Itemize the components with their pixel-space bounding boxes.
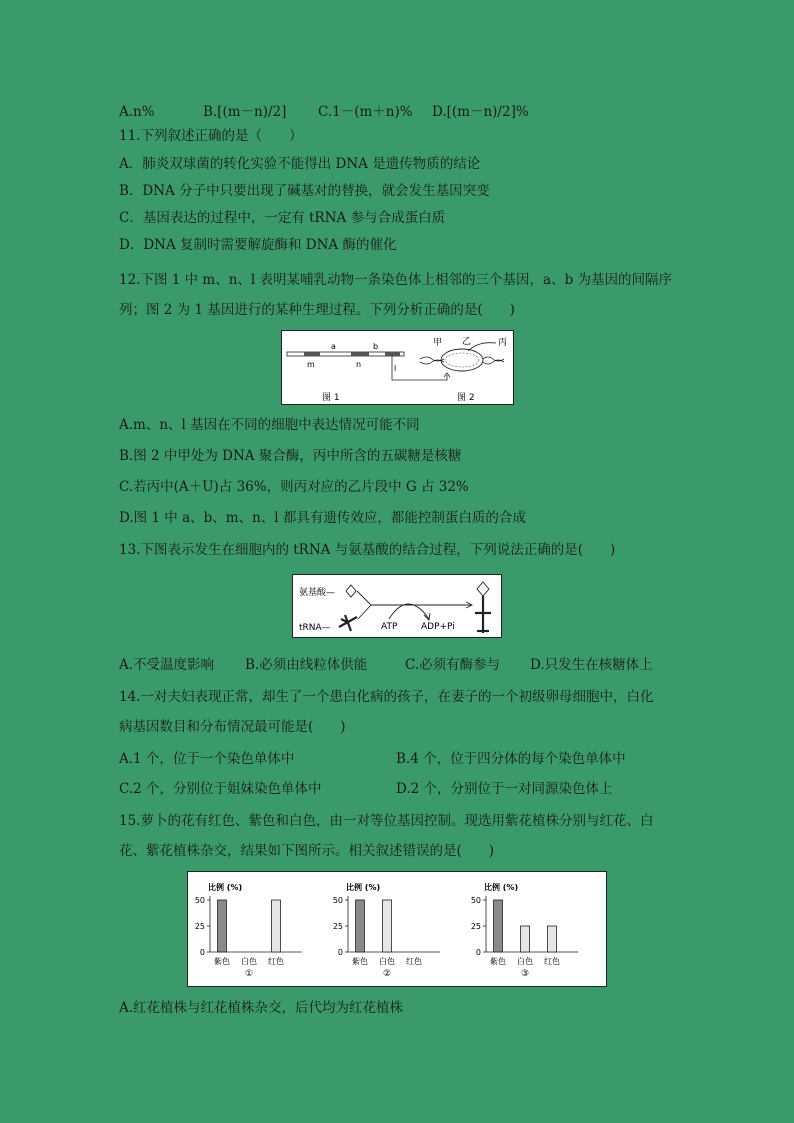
- y-tick-label: 50: [332, 896, 343, 905]
- chart-number-label: ②: [382, 969, 392, 979]
- bar-红色: [548, 926, 557, 952]
- y-axis-label: 比例 (%): [346, 883, 381, 892]
- q15-option-a: A.红花植株与红花植株杂交，后代均为红花植株: [119, 1000, 404, 1016]
- y-axis-label: 比例 (%): [208, 883, 243, 892]
- q15-stem-line2: 花、紫花植株杂交，结果如下图所示。相关叙述错误的是( ): [119, 843, 495, 859]
- bar-紫色: [494, 900, 503, 952]
- x-tick-label: 紫色: [352, 957, 368, 966]
- q15-stem-line1: 15.萝卜的花有红色、紫色和白色，由一对等位基因控制。现选用紫花植株分别与红花、白: [119, 813, 654, 829]
- q11-option-a: A．肺炎双球菌的转化实验不能得出 DNA 是遗传物质的结论: [119, 156, 481, 172]
- q13-stem: 13.下图表示发生在细胞内的 tRNA 与氨基酸的结合过程，下列说法正确的是( ): [119, 542, 616, 558]
- bar-chart-3: [466, 872, 606, 986]
- bar-红色: [272, 900, 281, 952]
- q15-charts-figure: [187, 871, 607, 987]
- q14-option-b: B.4 个，位于四分体的每个染色单体中: [396, 751, 626, 767]
- q14-option-a: A.1 个，位于一个染色单体中: [119, 751, 295, 767]
- label-atp: ATP: [381, 622, 398, 632]
- y-axis-label: 比例 (%): [484, 883, 519, 892]
- q14-option-d: D.2 个，分别位于一对同源染色体上: [396, 781, 613, 797]
- q13-option-c: C.必须有酶参与: [405, 657, 501, 673]
- y-tick-label: 25: [470, 922, 481, 931]
- x-tick-label: 白色: [517, 957, 533, 966]
- y-tick-label: 25: [194, 922, 205, 931]
- x-tick-label: 紫色: [490, 957, 506, 966]
- label-n: n: [356, 360, 362, 369]
- label-adp-pi: ADP+Pi: [421, 622, 455, 632]
- q12-option-c: C.若丙中(A＋U)占 36%，则丙对应的乙片段中 G 占 32%: [119, 479, 469, 495]
- x-tick-label: 红色: [406, 957, 422, 966]
- q11-option-c: C．基因表达的过程中，一定有 tRNA 参与合成蛋白质: [119, 210, 446, 226]
- label-amino-acid: 氨基酸—: [299, 588, 336, 598]
- q12-stem-line1: 12.下图 1 中 m、n、l 表明某哺乳动物一条染色体上相邻的三个基因，a、b 为基因的间隔序: [119, 272, 673, 288]
- q12-option-d: D.图 1 中 a、b、m、n、l 都具有遗传效应，都能控制蛋白质的合成: [119, 510, 526, 526]
- bar-紫色: [356, 900, 365, 952]
- q14-option-c: C.2 个，分别位于姐妹染色单体中: [119, 781, 322, 797]
- label-m: m: [307, 360, 315, 369]
- x-tick-label: 红色: [268, 957, 284, 966]
- q11-option-d: D．DNA 复制时需要解旋酶和 DNA 酶的催化: [119, 237, 397, 253]
- q10-option-a: A.n%: [119, 104, 155, 120]
- x-tick-label: 紫色: [214, 957, 230, 966]
- bar-chart-2: [328, 872, 463, 986]
- q13-option-b: B.必须由线粒体供能: [245, 657, 368, 673]
- x-tick-label: 红色: [544, 957, 560, 966]
- x-tick-label: 白色: [379, 957, 395, 966]
- y-tick-label: 0: [337, 948, 343, 957]
- q13-option-a: A.不受温度影响: [119, 657, 215, 673]
- label-jia: 甲: [433, 338, 443, 348]
- y-tick-label: 0: [475, 948, 481, 957]
- label-trna: tRNA—: [299, 623, 331, 633]
- chart-number-label: ③: [520, 969, 530, 979]
- q14-stem-line1: 14.一对夫妇表现正常，却生了一个患白化病的孩子，在妻子的一个初级卵母细胞中，白化: [119, 689, 654, 705]
- q11-stem: 11.下列叙述正确的是（ ）: [119, 128, 303, 144]
- q12-option-a: A.m、n、l 基因在不同的细胞中表达情况可能不同: [119, 417, 420, 433]
- label-yi: 乙: [462, 337, 472, 347]
- q12-option-b: B.图 2 中甲处为 DNA 聚合酶，丙中所含的五碳糖是核糖: [119, 448, 462, 464]
- q12-figure: [281, 330, 514, 405]
- chart-number-label: ①: [244, 969, 254, 979]
- bar-紫色: [218, 900, 227, 952]
- q10-option-b: B.[(m－n)/2]: [203, 104, 287, 120]
- q14-stem-line2: 病基因数目和分布情况最可能是( ): [119, 719, 346, 735]
- y-tick-label: 25: [332, 922, 343, 931]
- label-b: b: [373, 342, 379, 351]
- y-tick-label: 0: [199, 948, 205, 957]
- bar-白色: [521, 926, 530, 952]
- q13-option-d: D.只发生在核糖体上: [530, 657, 653, 673]
- y-tick-label: 50: [194, 896, 205, 905]
- caption-fig1: 图 1: [322, 393, 340, 403]
- q10-option-c: C.1－(m＋n)%: [318, 104, 413, 120]
- bar-chart-1: [190, 872, 325, 986]
- q10-option-d: D.[(m－n)/2]%: [432, 104, 529, 120]
- label-l: l: [394, 364, 397, 373]
- q11-option-b: B．DNA 分子中只要出现了碱基对的替换，就会发生基因突变: [119, 183, 490, 199]
- bar-白色: [383, 900, 392, 952]
- caption-fig2: 图 2: [457, 393, 475, 403]
- label-a: a: [331, 342, 336, 351]
- y-tick-label: 50: [470, 896, 481, 905]
- q13-figure: [292, 574, 502, 638]
- label-bing: 丙: [498, 338, 508, 348]
- q12-stem-line2: 列；图 2 为 1 基因进行的某种生理过程。下列分析正确的是( ): [119, 302, 515, 318]
- x-tick-label: 白色: [241, 957, 257, 966]
